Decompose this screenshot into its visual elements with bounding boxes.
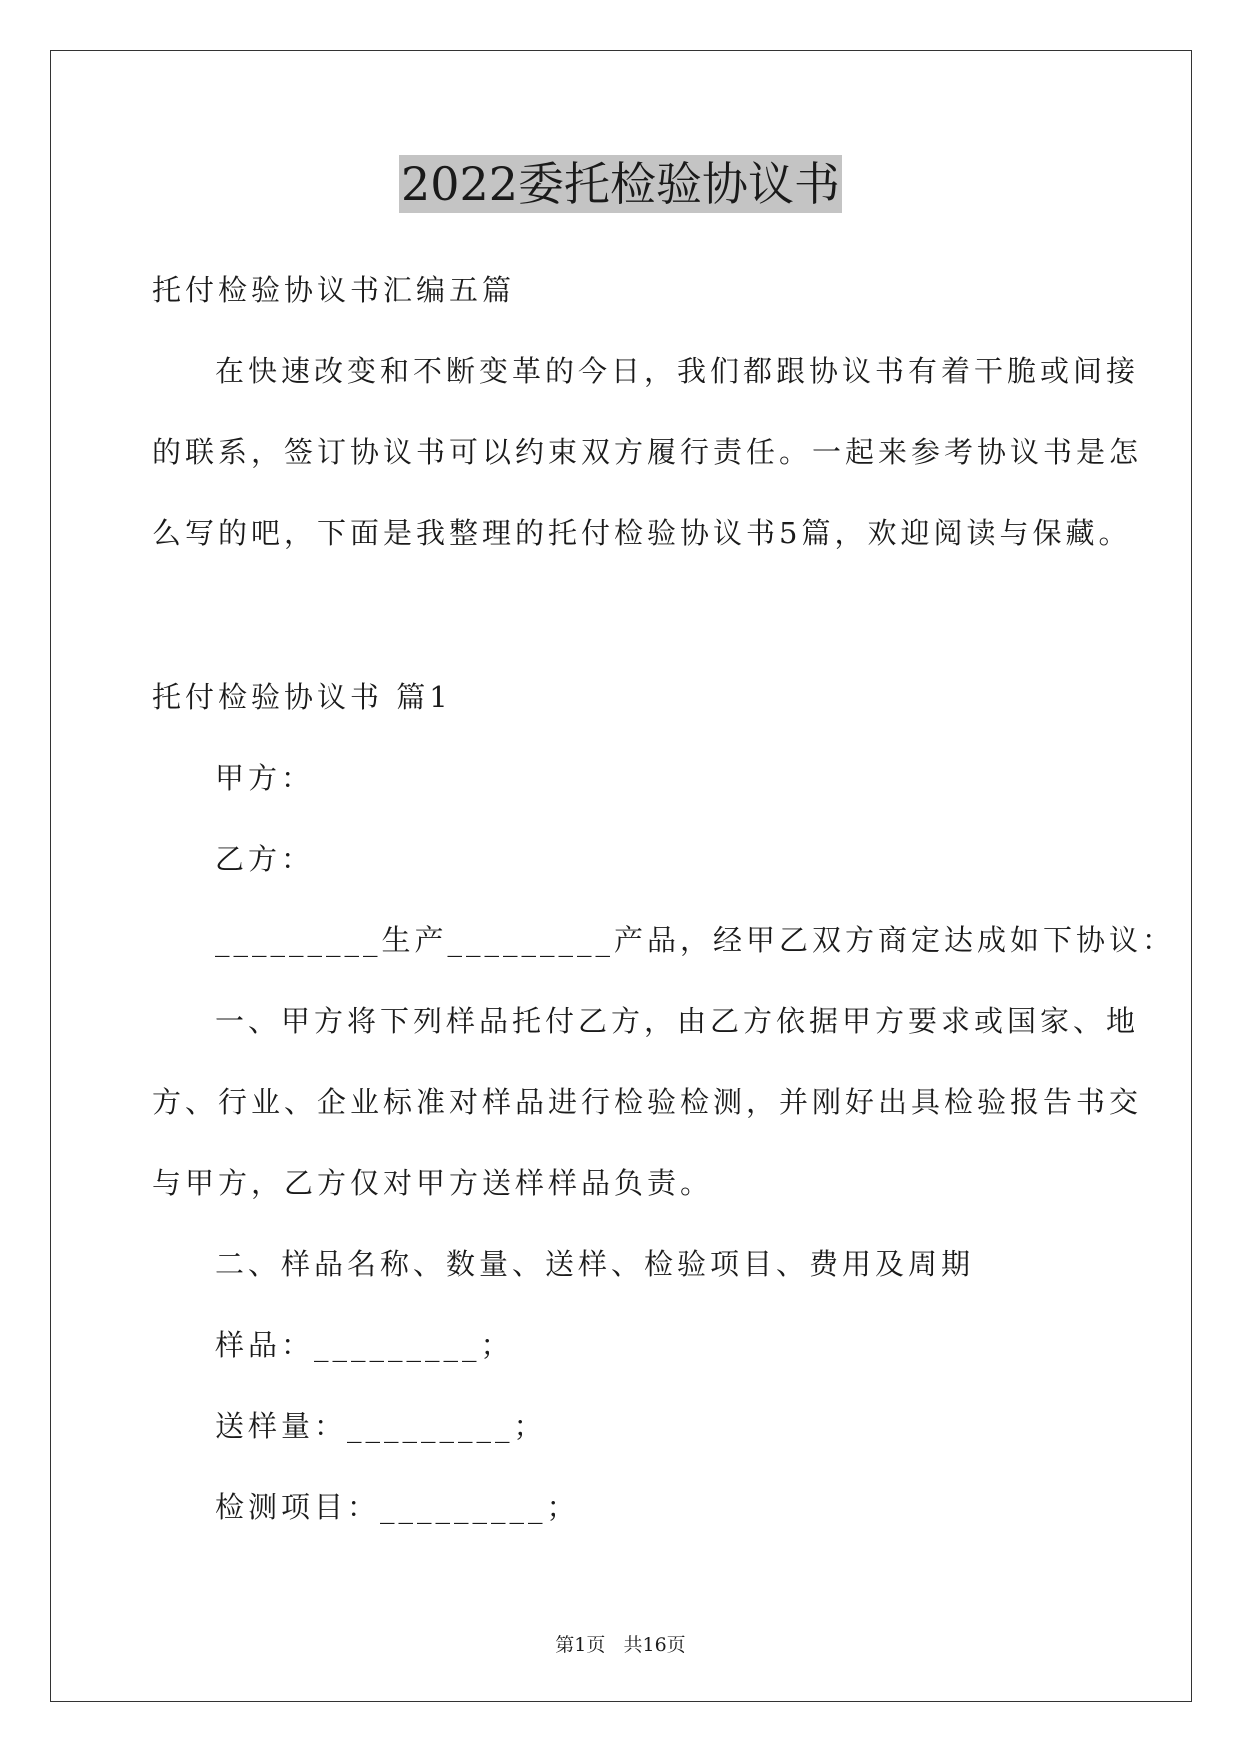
party-a-label: 甲方：: [215, 761, 315, 795]
document-title: 2022委托检验协议书: [400, 157, 841, 211]
clause-1-line-1: 一、甲方将下列样品托付乙方，由乙方依据甲方要求或国家、地: [215, 1004, 1140, 1038]
title-container: [0, 155, 1241, 213]
party-b-label: 乙方：: [215, 842, 315, 876]
agreement-intro-line: _________生产_________产品，经甲乙双方商定达成如下协议：: [215, 923, 1176, 957]
intro-paragraph-line-1: 在快速改变和不断变革的今日，我们都跟协议书有着干脆或间接: [215, 354, 1140, 388]
intro-paragraph-line-3: 么写的吧，下面是我整理的托付检验协议书5篇，欢迎阅读与保藏。: [152, 516, 1132, 550]
sample-quantity-field: 送样量：_________；: [215, 1409, 547, 1443]
intro-paragraph-line-2: 的联系，签订协议书可以约束双方履行责任。一起来参考协议书是怎: [152, 435, 1143, 469]
sample-field: 样品：_________；: [215, 1328, 514, 1362]
clause-2-heading: 二、样品名称、数量、送样、检验项目、费用及周期: [215, 1247, 975, 1281]
test-items-field: 检测项目：_________；: [215, 1490, 580, 1524]
page-footer: 第1页 共16页: [555, 1634, 686, 1656]
section-heading-1: 托付检验协议书 篇1: [152, 680, 452, 714]
clause-1-line-3: 与甲方，乙方仅对甲方送样样品负责。: [152, 1166, 714, 1200]
subtitle-line: 托付检验协议书汇编五篇: [152, 273, 516, 307]
clause-1-line-2: 方、行业、企业标准对样品进行检验检测，并刚好出具检验报告书交: [152, 1085, 1143, 1119]
